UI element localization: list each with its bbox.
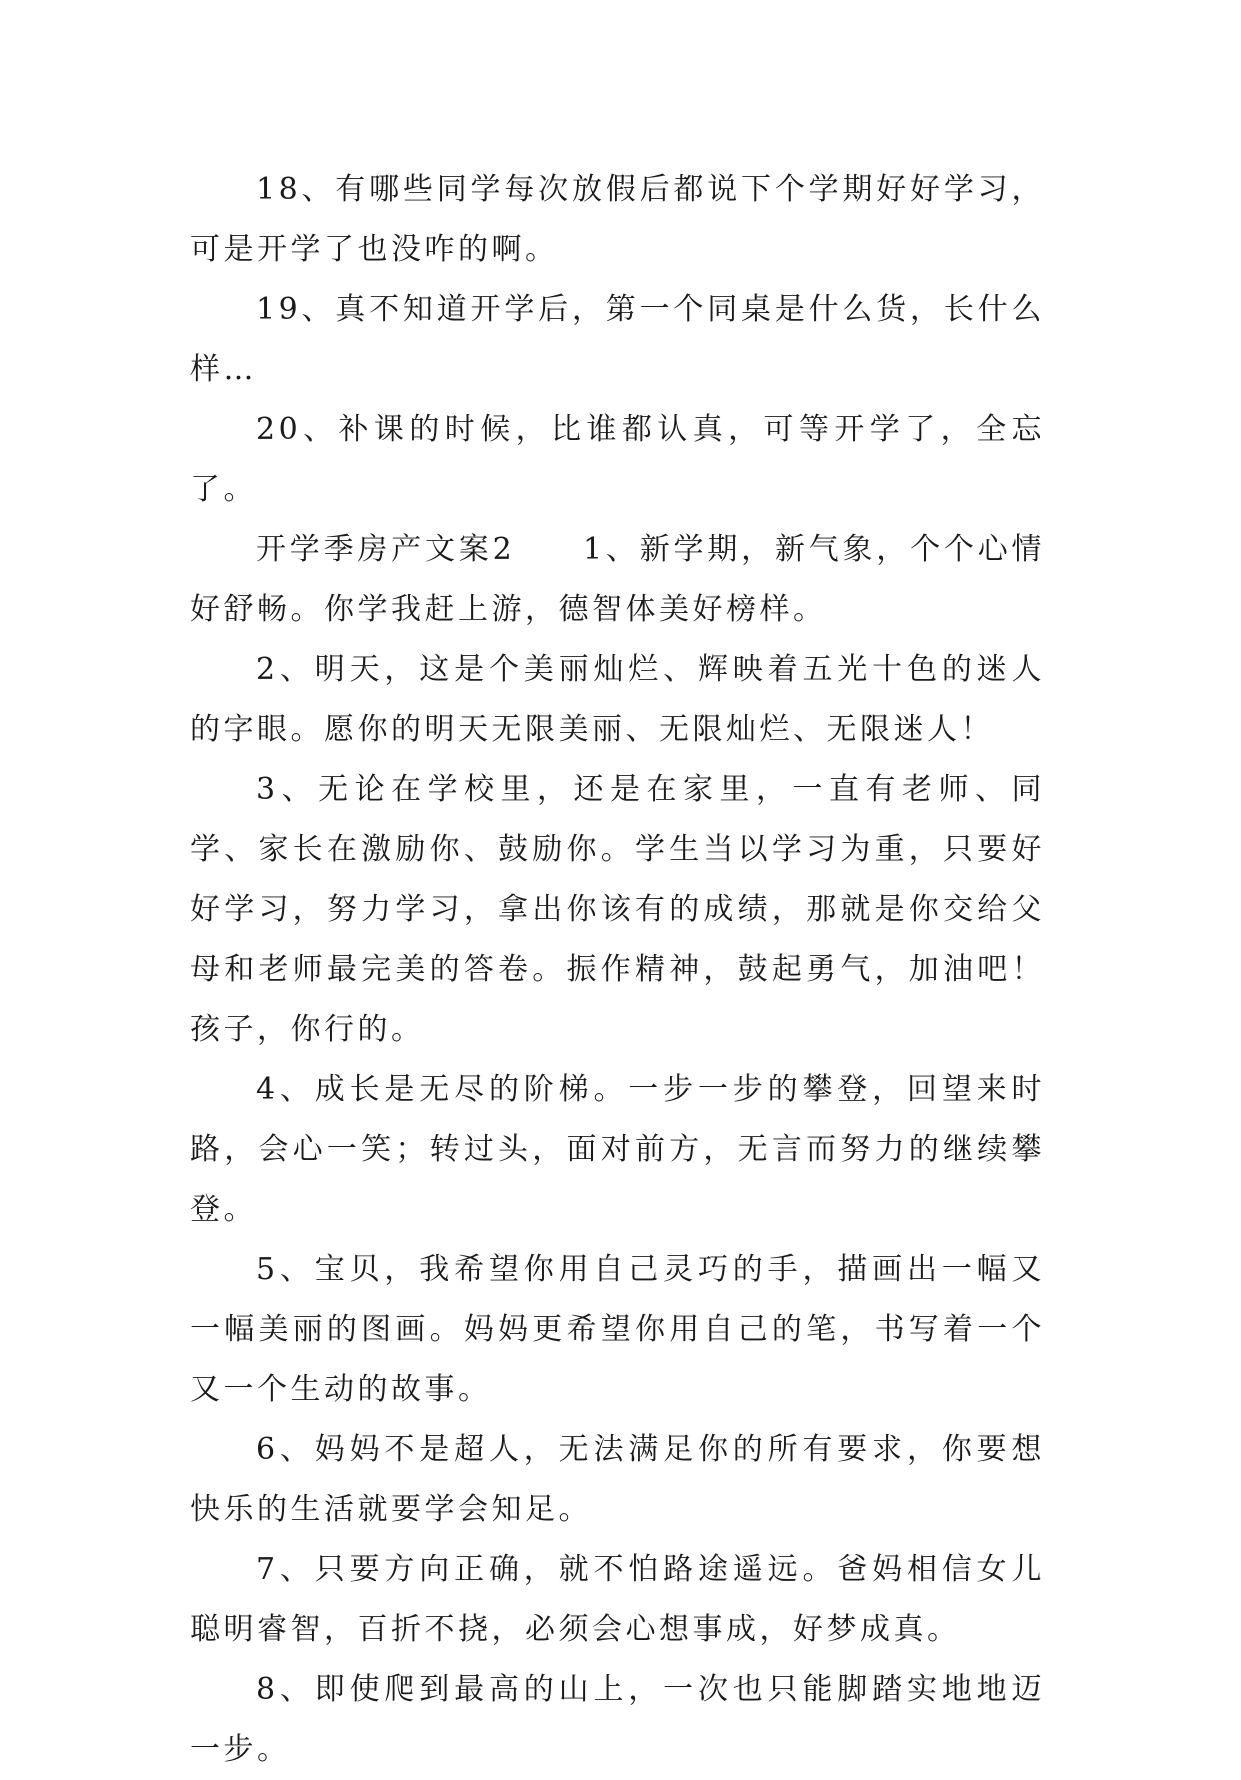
paragraph-7: 7、只要方向正确，就不怕路途遥远。爸妈相信女儿聪明睿智，百折不挠，必须会心想事成，好梦成真。 (190, 1552, 1045, 1647)
paragraph-5: 5、宝贝，我希望你用自己灵巧的手，描画出一幅又一幅美丽的图画。妈妈更希望你用自己的笔，书写着一个又一个生动的故事。 (190, 1252, 1045, 1407)
paragraph-2: 2、明天，这是个美丽灿烂、辉映着五光十色的迷人的字眼。愿你的明天无限美丽、无限灿烂、无限迷人！ (190, 652, 1045, 747)
paragraph-18: 18、有哪些同学每次放假后都说下个学期好好学习，可是开学了也没咋的啊。 (190, 172, 1045, 267)
paragraph-4: 4、成长是无尽的阶梯。一步一步的攀登，回望来时路，会心一笑；转过头，面对前方，无言而努力的继续攀登。 (190, 1072, 1045, 1227)
document-page (190, 160, 1045, 1780)
paragraph-19: 19、真不知道开学后，第一个同桌是什么货，长什么样… (190, 292, 1045, 387)
paragraph-6: 6、妈妈不是超人，无法满足你的所有要求，你要想快乐的生活就要学会知足。 (190, 1432, 1045, 1527)
paragraph-8: 8、即使爬到最高的山上，一次也只能脚踏实地地迈一步。 (190, 1672, 1045, 1767)
paragraph-3: 3、无论在学校里，还是在家里，一直有老师、同学、家长在激励你、鼓励你。学生当以学习为重，只要好好学习，努力学习，拿出你该有的成绩，那就是你交给父母和老师最完美的答卷。振作精神，鼓起勇气，加油吧！孩子，你行的。 (190, 772, 1045, 1047)
paragraph-20: 20、补课的时候，比谁都认真，可等开学了，全忘了。 (190, 412, 1045, 507)
paragraph-section-2-item-1: 开学季房产文案2 1、新学期，新气象，个个心情好舒畅。你学我赶上游，德智体美好榜样。 (190, 532, 1045, 627)
